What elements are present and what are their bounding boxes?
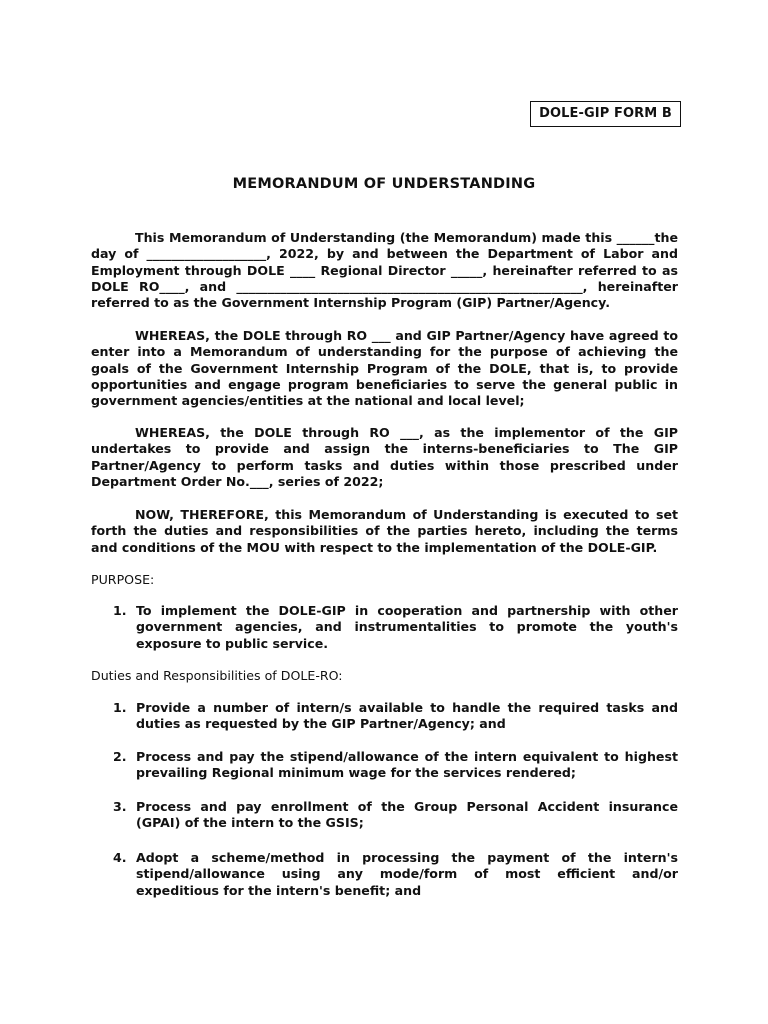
duty-item-3 [113,799,678,832]
list-number: 3. [113,799,127,814]
list-text: Process and pay the stipend/allowance of the intern equivalent to highest prevailing Regional minimum wage for the services rendered; [136,749,678,781]
form-label-box: DOLE-GIP FORM B [530,101,681,127]
list-number: 2. [113,749,127,764]
list-number: 4. [113,850,127,865]
list-text: Adopt a scheme/method in processing the payment of the intern's stipend/allowance using any mode/form of most efficient and/or expeditious for the intern's benefit; and [136,850,678,898]
list-text: Process and pay enrollment of the Group Personal Accident insurance (GPAI) of the intern to the GSIS; [136,799,678,831]
list-number: 1. [113,603,127,618]
duty-item-1 [113,700,678,733]
duty-item-4 [113,850,678,899]
purpose-item [113,603,678,652]
list-text: To implement the DOLE-GIP in cooperation and partnership with other government agencies, and instrumentalities to promote the youth's exposure to public service. [136,603,678,651]
purpose-heading: PURPOSE: [91,572,155,587]
list-text: Provide a number of intern/s available to handle the required tasks and duties as requested by the GIP Partner/Agency; and [136,700,678,732]
therefore-paragraph: NOW, THEREFORE, this Memorandum of Understanding is executed to set forth the duties and responsibilities of the parties hereto, including the terms and conditions of the MOU with respect to the implementation of the DOLE-GIP. [91,507,678,555]
duties-heading: Duties and Responsibilities of DOLE-RO: [91,668,343,683]
whereas-paragraph-1: WHEREAS, the DOLE through RO ___ and GIP Partner/Agency have agreed to enter into a Memorandum of understanding for the purpose of achieving the goals of the Government Internship Program of the DOLE, that is, to provide opportunities and engage program beneficiaries to serve the general public in government agencies/entities at the national and local level; [91,328,678,409]
list-number: 1. [113,700,127,715]
document-title: MEMORANDUM OF UNDERSTANDING [232,176,536,192]
duty-item-2 [113,749,678,782]
whereas-paragraph-2: WHEREAS, the DOLE through RO ___, as the implementor of the GIP undertakes to provide and assign the interns-beneficiaries to The GIP Partner/Agency to perform tasks and duties within those prescribed under Department Order No.___, series of 2022; [91,425,678,489]
intro-paragraph: This Memorandum of Understanding (the Memorandum) made this ______the day of ___________________, 2022, by and between the Department of Labor and Employment through DOLE ____ Regional Director _____, hereinafter referred to as DOLE RO____, and _______________________________________________________, hereinafter referred to as the Government Internship Program (GIP) Partner/Agency. [91,230,678,311]
